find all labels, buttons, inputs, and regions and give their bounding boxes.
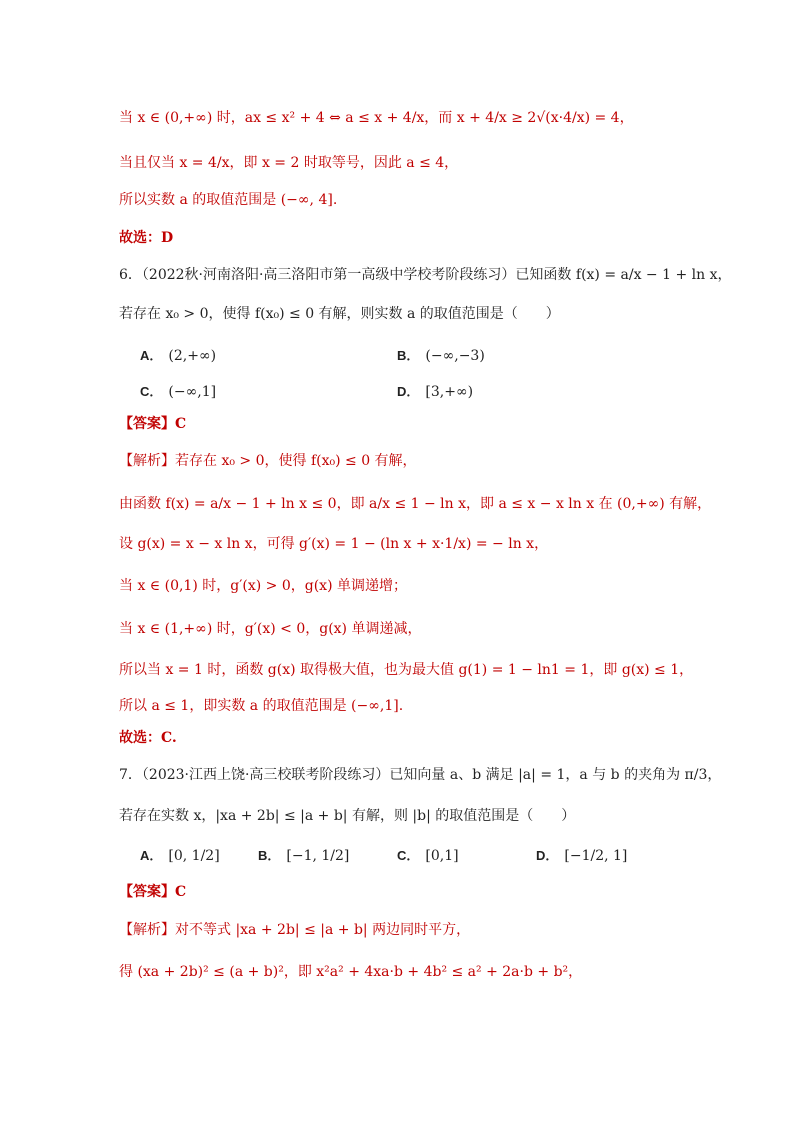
q6-option-d (397, 382, 473, 402)
question-7-condition: 若存在实数 x，|xa + 2b| ≤ |a + b| 有解，则 |b| 的取值范围是（ ） (119, 808, 576, 824)
answer-choice-d: 故选：D (119, 230, 174, 246)
option-label: C． (397, 848, 420, 863)
question-6-condition: 若存在 x₀ > 0，使得 f(x₀) ≤ 0 有解，则实数 a 的取值范围是（ ） (119, 306, 560, 322)
analysis-line-6: 所以当 x = 1 时，函数 g(x) 取得极大值，也为最大值 g(1) = 1 − ln1 = 1，即 g(x) ≤ 1， (119, 662, 694, 678)
question-6-stem: 6．（2022秋·河南洛阳·高三洛阳市第一高级中学校考阶段练习）已知函数 f(x) = a/x − 1 + ln x， (119, 267, 732, 283)
solution-line-2: 当且仅当 x = 4/x，即 x = 2 时取等号，因此 a ≤ 4， (119, 155, 459, 171)
q6-option-c (140, 382, 216, 402)
option-label: A． (140, 848, 163, 863)
answer-label: 【答案】C (119, 416, 187, 432)
analysis-line-5: 当 x ∈ (1,+∞) 时，g′(x) < 0，g(x) 单调递减， (119, 621, 422, 637)
analysis-line-2: 得 (xa + 2b)² ≤ (a + b)²，即 x²a² + 4xa·b + 4b² ≤ a² + 2a·b + b²， (119, 964, 583, 980)
answer-label: 【答案】C (119, 884, 187, 900)
option-label: A． (140, 348, 163, 363)
solution-line-3: 所以实数 a 的取值范围是 (−∞, 4]. (119, 192, 338, 208)
analysis-line-4: 当 x ∈ (0,1) 时，g′(x) > 0，g(x) 单调递增； (119, 578, 407, 594)
option-value: [0, 1/2] (168, 848, 220, 864)
q7-option-b (258, 846, 349, 866)
option-value: [0,1] (425, 848, 459, 864)
option-value: (−∞,−3) (425, 348, 485, 364)
q7-option-d (536, 846, 627, 866)
q6-option-b (397, 346, 485, 366)
analysis-line-1: 【解析】若存在 x₀ > 0，使得 f(x₀) ≤ 0 有解， (119, 453, 417, 469)
option-label: B． (258, 848, 281, 863)
solution-line-1: 当 x ∈ (0,+∞) 时，ax ≤ x² + 4 ⇔ a ≤ x + 4/x，而 x + 4/x ≥ 2√(x·4/x) = 4， (119, 110, 634, 126)
analysis-line-3: 设 g(x) = x − x ln x，可得 g′(x) = 1 − (ln x + x·1/x) = − ln x， (119, 536, 549, 552)
question-7-stem: 7．（2023·江西上饶·高三校联考阶段练习）已知向量 a、b 满足 |a| = 1，a 与 b 的夹角为 π/3， (119, 767, 722, 783)
option-label: C． (140, 384, 163, 399)
option-label: D． (536, 848, 559, 863)
q7-option-c (397, 846, 459, 866)
analysis-line-7: 所以 a ≤ 1，即实数 a 的取值范围是 (−∞,1]. (119, 698, 404, 714)
q7-option-a (140, 846, 220, 866)
q6-option-a (140, 346, 216, 366)
analysis-line-2: 由函数 f(x) = a/x − 1 + ln x ≤ 0，即 a/x ≤ 1 − ln x，即 a ≤ x − x ln x 在 (0,+∞) 有解， (119, 496, 712, 512)
option-value: [−1/2, 1] (564, 848, 628, 864)
option-value: (2,+∞) (168, 348, 217, 364)
answer-choice-c: 故选：C. (119, 730, 177, 746)
option-value: [3,+∞) (425, 384, 474, 400)
option-label: B． (397, 348, 420, 363)
analysis-line-1: 【解析】对不等式 |xa + 2b| ≤ |a + b| 两边同时平方， (119, 922, 471, 938)
option-value: (−∞,1] (168, 384, 217, 400)
option-value: [−1, 1/2] (286, 848, 350, 864)
option-label: D． (397, 384, 420, 399)
